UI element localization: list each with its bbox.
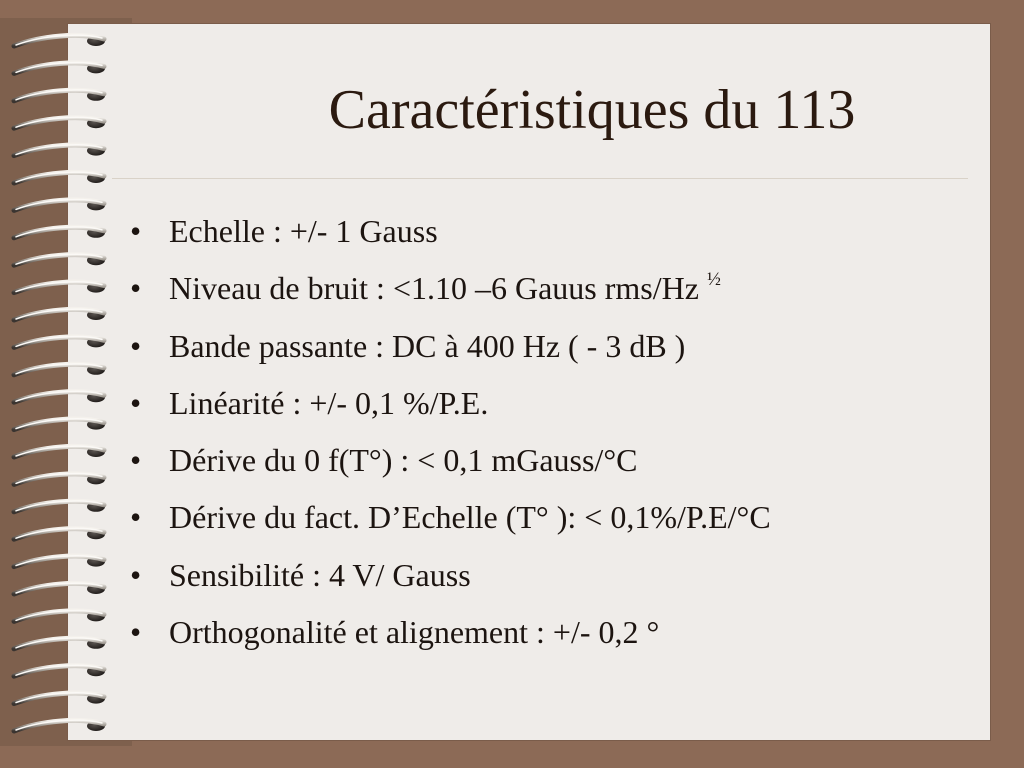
bullet-dot-icon: • <box>130 213 142 249</box>
bullet-dot-icon: • <box>130 327 142 364</box>
bullet-superscript: ½ <box>706 269 721 291</box>
bullet-text: Linéarité : +/- 0,1 %/P.E. <box>169 384 489 421</box>
bullet-item <box>130 203 771 260</box>
bullet-item <box>130 432 771 489</box>
binding-ring-icon <box>14 172 105 183</box>
binding-ring-icon <box>14 282 105 293</box>
bullet-item <box>130 547 771 604</box>
bullet-dot-icon: • <box>130 270 142 307</box>
binding-ring-icon <box>14 227 105 238</box>
binding-ring-icon <box>14 583 105 594</box>
bullet-text: Echelle : +/- 1 Gauss <box>169 213 438 249</box>
bullet-dot-icon: • <box>130 614 142 651</box>
binding-ring-icon <box>14 693 105 704</box>
bullet-dot-icon: • <box>130 384 142 421</box>
bullet-text: Dérive du 0 f(T°) : < 0,1 mGauss/°C <box>169 442 638 479</box>
binding-ring-icon <box>14 364 105 375</box>
bullet-dot-icon: • <box>130 499 142 536</box>
binding-ring-icon <box>14 611 105 622</box>
binding-ring-icon <box>14 446 105 457</box>
bullet-dot-icon: • <box>130 442 142 479</box>
binding-ring-icon <box>14 63 105 74</box>
slide-title: Caractéristiques du 113 <box>328 79 856 141</box>
binding-ring-icon <box>14 638 105 649</box>
binding-ring-icon <box>14 528 105 539</box>
bullet-text: Orthogonalité et alignement : +/- 0,2 ° <box>169 614 660 651</box>
binding-ring-icon <box>14 254 105 265</box>
bullet-text: Bande passante : DC à 400 Hz ( - 3 dB ) <box>169 327 686 364</box>
binding-ring-icon <box>14 309 105 320</box>
bullet-item <box>130 489 771 546</box>
bullet-dot-icon: • <box>130 556 142 593</box>
binding-ring-icon <box>14 337 105 348</box>
binding-ring-icon <box>14 665 105 676</box>
bullet-item <box>130 375 771 432</box>
bullet-text: Sensibilité : 4 V/ Gauss <box>169 556 471 593</box>
binding-ring-icon <box>14 35 105 46</box>
bullet-item <box>130 318 771 375</box>
binding-ring-icon <box>14 145 105 156</box>
bullet-item <box>130 604 771 661</box>
title-divider <box>112 178 968 179</box>
bullet-text: Niveau de bruit : <1.10 –6 Gauus rms/Hz <box>169 270 707 307</box>
binding-ring-icon <box>14 391 105 402</box>
binding-ring-icon <box>14 474 105 485</box>
binding-ring-icon <box>14 419 105 430</box>
binding-ring-icon <box>14 501 105 512</box>
bullet-item <box>130 260 771 317</box>
bullet-list <box>130 203 771 661</box>
binding-ring-icon <box>14 200 105 211</box>
binding-ring-icon <box>14 720 105 731</box>
bullet-text: Dérive du fact. D’Echelle (T° ): < 0,1%/P.E/°C <box>169 499 771 536</box>
binding-ring-icon <box>14 556 105 567</box>
